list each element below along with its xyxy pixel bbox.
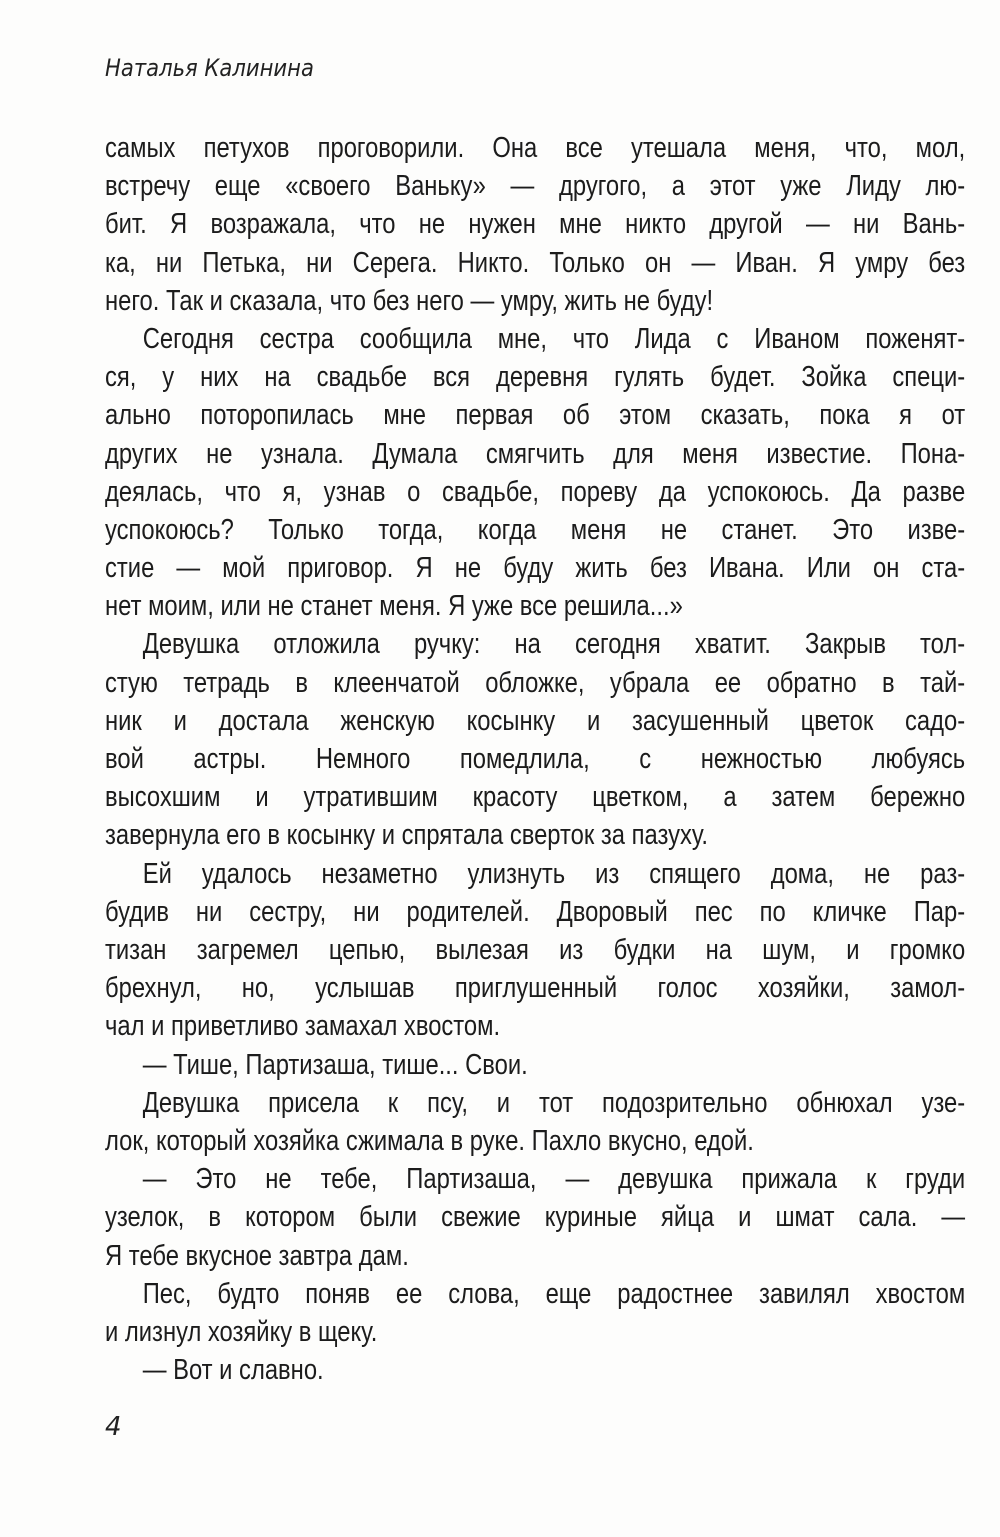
text-line: ся, у них на свадьбе вся деревня гулять будет. Зойка специ- bbox=[105, 361, 966, 394]
text-line: Сегодня сестра сообщила мне, что Лида с Иваном поженят- bbox=[142, 322, 966, 355]
text-line: — Вот и славно. bbox=[142, 1354, 324, 1387]
text-line: Пес, будто поняв ее слова, еще радостнее завилял хвостом bbox=[142, 1277, 966, 1310]
text-line: других не узнала. Думала смягчить для меня известие. Пона- bbox=[105, 437, 966, 470]
paragraph bbox=[105, 320, 965, 626]
text-line: встречу еще «своего Ваньку» — другого, а этот уже Лиду лю- bbox=[105, 170, 966, 203]
text-line: самых петухов проговорили. Она все утешала меня, что, мол, bbox=[105, 132, 966, 164]
paragraph bbox=[105, 129, 965, 320]
text-line: него. Так и сказала, что без него — умру, жить не буду! bbox=[105, 284, 714, 317]
text-line: стие — мой приговор. Я не буду жить без Ивана. Или он ста- bbox=[105, 552, 966, 585]
paragraph bbox=[105, 1046, 965, 1084]
paragraph bbox=[105, 1160, 965, 1275]
paragraph bbox=[105, 1351, 965, 1389]
text-line: ка, ни Петька, ни Серега. Никто. Только он — Иван. Я умру без bbox=[105, 246, 966, 279]
text-line: чал и приветливо замахал хвостом. bbox=[105, 1010, 501, 1043]
text-line: стую тетрадь в клеенчатой обложке, убрала ее обратно в тай- bbox=[105, 666, 966, 699]
running-head-author: Наталья Калинина bbox=[105, 54, 314, 82]
text-line: — Это не тебе, Партизаша, — девушка прижала к груди bbox=[142, 1163, 966, 1196]
text-line: будив ни сестру, ни родителей. Дворовый пес по кличке Пар- bbox=[105, 895, 966, 928]
paragraph bbox=[105, 625, 965, 854]
text-line: узелок, в котором были свежие куриные яйца и шмат сала. — bbox=[105, 1201, 966, 1234]
text-line: — Тише, Партизаша, тише... Свои. bbox=[142, 1048, 528, 1081]
paragraph bbox=[105, 1275, 965, 1351]
text-line: завернула его в косынку и спрятала сверток за пазуху. bbox=[105, 819, 708, 852]
paragraph bbox=[105, 1084, 965, 1160]
text-line: высохшим и утратившим красоту цветком, а затем бережно bbox=[105, 781, 966, 814]
page-number: 4 bbox=[105, 1412, 122, 1442]
text-line: Девушка присела к псу, и тот подозрительно обнюхал узе- bbox=[142, 1086, 966, 1119]
text-line: лок, который хозяйка сжимала в руке. Пахло вкусно, едой. bbox=[105, 1124, 754, 1157]
text-line: вой астры. Немного помедлила, с нежностью любуясь bbox=[105, 743, 966, 776]
text-line: бит. Я возражала, что не нужен мне никто другой — ни Вань- bbox=[105, 208, 966, 241]
text-line: деялась, что я, узнав о свадьбе, пореву да успокоюсь. Да разве bbox=[105, 475, 966, 508]
paragraph bbox=[105, 855, 965, 1046]
text-line: брехнул, но, услышав приглушенный голос хозяйки, замол- bbox=[105, 972, 966, 1005]
text-line: ально поторопилась мне первая об этом сказать, пока я от bbox=[105, 399, 966, 432]
text-line: ник и достала женскую косынку и засушенный цветок садо- bbox=[105, 704, 966, 737]
text-line: Ей удалось незаметно улизнуть из спящего дома, не раз- bbox=[142, 857, 966, 890]
text-line: тизан загремел цепью, вылезая из будки на шум, и громко bbox=[105, 933, 966, 966]
text-line: успокоюсь? Только тогда, когда меня не станет. Это изве- bbox=[105, 513, 966, 546]
text-line: Девушка отложила ручку: на сегодня хватит. Закрыв тол- bbox=[142, 628, 966, 661]
text-line: и лизнул хозяйку в щеку. bbox=[105, 1315, 378, 1348]
text-line: Я тебе вкусное завтра дам. bbox=[105, 1239, 409, 1272]
text-line: нет моим, или не станет меня. Я уже все решила...» bbox=[105, 590, 683, 623]
body-text bbox=[105, 129, 965, 1389]
